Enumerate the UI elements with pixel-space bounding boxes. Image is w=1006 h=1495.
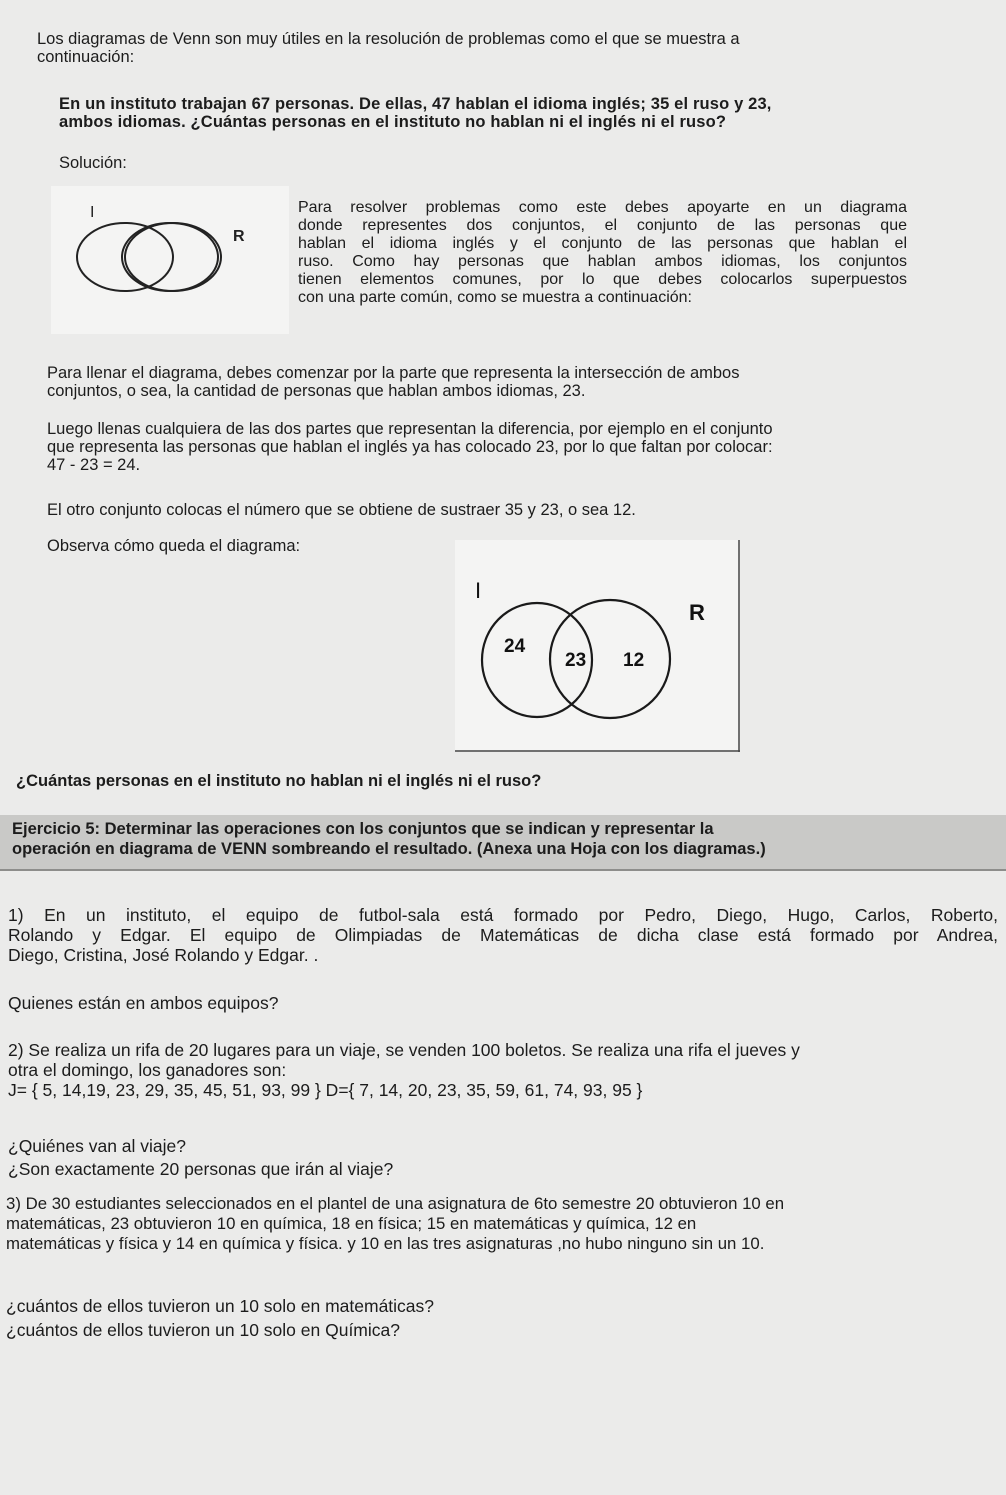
problem-line-2: ambos idiomas. ¿Cuántas personas en el instituto no hablan ni el inglés ni el ruso?	[59, 113, 727, 131]
venn1-circle-right	[122, 223, 218, 291]
exercise-header-line-2: operación en diagrama de VENN sombreando el resultado. (Anexa una Hoja con los diagramas.)	[12, 840, 766, 858]
problem-statement	[59, 95, 979, 131]
exercise-3-question-1: ¿cuántos de ellos tuvieron un 10 solo en matemáticas?	[6, 1296, 435, 1316]
exercise-2-line-1: 2) Se realiza un rifa de 20 lugares para un viaje, se venden 100 boletos. Se realiza una rifa el jueves y	[8, 1040, 800, 1060]
step-2-line-1: Luego llenas cualquiera de las dos partes que representan la diferencia, por ejemplo en el conjunto	[47, 420, 773, 438]
venn2-value-left: 24	[504, 636, 526, 657]
exercise-3-line-2: matemáticas, 23 obtuvieron 10 en química, 18 en física; 15 en matemáticas y química, 12 en	[6, 1214, 697, 1233]
venn2-label-r: R	[689, 600, 705, 625]
exercise-header-line-1: Ejercicio 5: Determinar las operaciones con los conjuntos que se indican y representar la	[12, 820, 714, 838]
explanation-line-4: ruso. Como hay personas que hablan ambos idiomas, los conjuntos	[298, 253, 907, 270]
step-1-line-2: conjuntos, o sea, la cantidad de personas que hablan ambos idiomas, 23.	[47, 382, 586, 400]
venn-diagram-filled	[455, 540, 740, 752]
venn1-circles	[50, 185, 290, 335]
intro-line-2: continuación:	[37, 48, 135, 66]
exercise-1-line-1: 1) En un instituto, el equipo de futbol-sala está formado por Pedro, Diego, Hugo, Carlos, Roberto,	[8, 905, 998, 925]
explanation-line-2: donde representes dos conjuntos, el conjunto de las personas que	[298, 217, 907, 234]
venn1-circle-left	[77, 223, 173, 291]
step-2-line-2: que representa las personas que hablan el inglés ya has colocado 23, por lo que faltan por colocar:	[47, 438, 773, 456]
solution-label: Solución:	[59, 154, 127, 172]
exercise-1	[8, 905, 998, 965]
venn2-value-right: 12	[623, 650, 645, 671]
explanation-line-6: con una parte común, como se muestra a continuación:	[298, 289, 692, 306]
exercise-3-line-1: 3) De 30 estudiantes seleccionados en el plantel de una asignatura de 6to semestre 20 obtuvieron 10 en	[6, 1194, 785, 1213]
explanation-text	[298, 199, 907, 307]
exercise-3-line-3: matemáticas y física y 14 en química y física. y 10 en las tres asignaturas ,no hubo ninguno sin un 10.	[6, 1234, 765, 1253]
explanation-line-3: hablan el idioma inglés y el conjunto de las personas que hablan el	[298, 235, 907, 252]
exercise-header	[12, 819, 987, 859]
exercise-2-question-2: ¿Son exactamente 20 personas que irán al viaje?	[8, 1159, 394, 1179]
observe-label: Observa cómo queda el diagrama:	[47, 537, 301, 555]
venn1-label-r: R	[233, 228, 245, 245]
exercise-2-line-2: otra el domingo, los ganadores son:	[8, 1060, 287, 1080]
exercise-2-sets: J= { 5, 14,19, 23, 29, 35, 45, 51, 93, 99 } D={ 7, 14, 20, 23, 35, 59, 61, 74, 93, 95 }	[8, 1080, 643, 1100]
exercise-1-question: Quienes están en ambos equipos?	[8, 993, 279, 1013]
question: ¿Cuántas personas en el instituto no hablan ni el inglés ni el ruso?	[16, 772, 542, 790]
exercise-1-line-3: Diego, Cristina, José Rolando y Edgar. .	[8, 945, 319, 965]
exercise-3	[6, 1194, 1001, 1254]
step-3: El otro conjunto colocas el número que se obtiene de sustraer 35 y 23, o sea 12.	[47, 501, 636, 519]
intro-line-1: Los diagramas de Venn son muy útiles en la resolución de problemas como el que se muestra a	[37, 30, 740, 48]
step-1-line-1: Para llenar el diagrama, debes comenzar por la parte que representa la intersección de ambos	[47, 364, 740, 382]
step-1	[47, 364, 927, 400]
exercise-2-question-1: ¿Quiénes van al viaje?	[8, 1136, 187, 1156]
exercise-2	[8, 1040, 998, 1100]
exercise-3-question-2: ¿cuántos de ellos tuvieron un 10 solo en Química?	[6, 1320, 400, 1340]
explanation-line-1: Para resolver problemas como este debes apoyarte en un diagrama	[298, 199, 907, 216]
problem-line-1: En un instituto trabajan 67 personas. De ellas, 47 hablan el idioma inglés; 35 el ruso y 23,	[59, 95, 772, 113]
venn2-value-intersection: 23	[565, 650, 587, 671]
explanation-line-5: tienen elementos comunes, por lo que debes colocarlos superpuestos	[298, 271, 907, 288]
step-2	[47, 420, 947, 474]
venn1-label-i: I	[90, 204, 95, 221]
intro-text	[37, 30, 917, 66]
exercise-1-line-2: Rolando y Edgar. El equipo de Olimpiadas de Matemáticas de dicha clase está formado por Andrea,	[8, 925, 998, 945]
venn2-label-i: I	[475, 578, 482, 603]
step-2-line-3: 47 - 23 = 24.	[47, 456, 141, 474]
